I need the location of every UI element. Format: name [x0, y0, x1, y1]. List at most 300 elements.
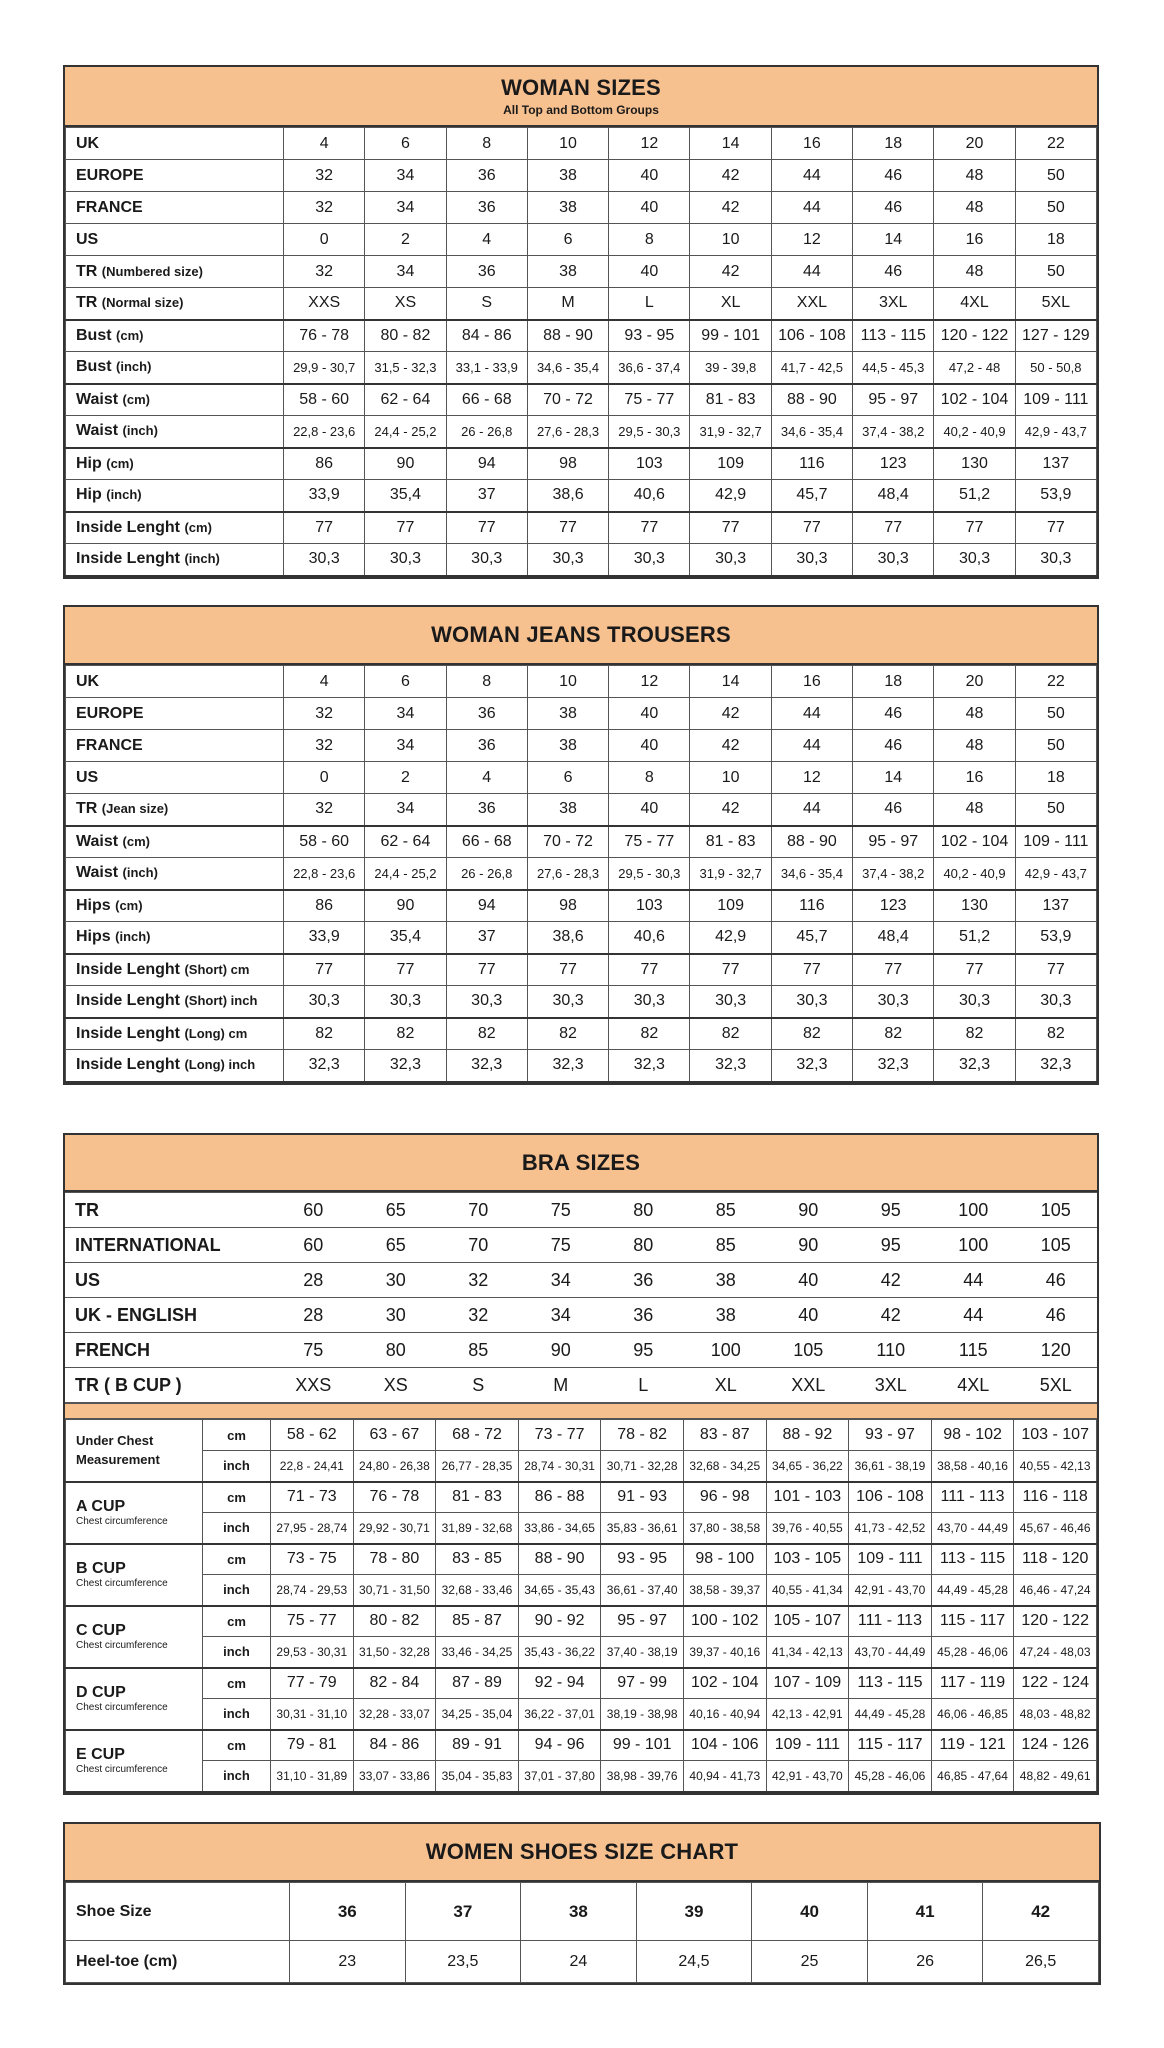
cup-label — [66, 1420, 203, 1482]
size-cell: 22 — [1015, 128, 1096, 160]
size-cell: 8 — [446, 128, 527, 160]
size-cell: 32,3 — [1015, 1050, 1096, 1082]
table-row — [66, 1018, 1097, 1050]
row-label-text: Waist — [76, 390, 119, 408]
size-cell: 102 - 104 — [934, 826, 1015, 858]
row-label-text: Hips — [76, 896, 111, 914]
inch-cell: 38,98 - 39,76 — [601, 1761, 684, 1792]
size-cell: 36 — [446, 698, 527, 730]
size-cell: 10 — [690, 224, 771, 256]
row-label-text: TR — [76, 262, 98, 280]
size-cell: 32,3 — [365, 1050, 446, 1082]
cm-cell: 68 - 72 — [436, 1420, 519, 1451]
shoes-title: WOMEN SHOES SIZE CHART — [425, 1839, 739, 1864]
size-cell: 29,5 - 30,3 — [609, 858, 690, 890]
size-cell: 50 — [1015, 256, 1096, 288]
shoe-cell: 37 — [405, 1883, 521, 1941]
size-cell: 62 - 64 — [365, 384, 446, 416]
unit-label: inch — [203, 1513, 271, 1544]
unit-label: cm — [203, 1668, 271, 1699]
size-cell: 137 — [1015, 448, 1096, 480]
size-cell: 30,3 — [690, 544, 771, 576]
row-label-text: Inside Lenght — [76, 992, 180, 1010]
size-cell: 130 — [934, 890, 1015, 922]
size-cell: 30,3 — [284, 544, 365, 576]
size-cell: 32 — [284, 698, 365, 730]
table-row — [66, 1730, 1097, 1761]
cup-name: A CUP — [76, 1497, 126, 1515]
size-cell: 103 — [609, 448, 690, 480]
size-cell: 40,2 - 40,9 — [934, 416, 1015, 448]
unit-label: cm — [203, 1544, 271, 1575]
table-row — [66, 698, 1097, 730]
table-row — [66, 666, 1097, 698]
table-row — [66, 1482, 1097, 1513]
size-cell: 42,9 - 43,7 — [1015, 858, 1096, 890]
size-cell: 34,6 - 35,4 — [527, 352, 608, 384]
inch-cell: 30,71 - 32,28 — [601, 1451, 684, 1482]
size-cell: 32,3 — [934, 1050, 1015, 1082]
size-cell: 30,3 — [609, 544, 690, 576]
size-cell: 10 — [527, 128, 608, 160]
size-cell: S — [437, 1368, 520, 1403]
size-cell: 0 — [284, 224, 365, 256]
size-cell: 38 — [527, 794, 608, 826]
size-cell: 100 — [932, 1193, 1015, 1228]
size-cell: 50 — [1015, 794, 1096, 826]
table-row — [66, 320, 1097, 352]
size-cell: 4 — [446, 224, 527, 256]
row-label — [66, 544, 284, 576]
inch-cell: 34,65 - 36,22 — [766, 1451, 849, 1482]
size-cell: 95 - 97 — [853, 384, 934, 416]
size-cell: 16 — [934, 762, 1015, 794]
size-cell: 42 — [690, 698, 771, 730]
size-cell: 48 — [934, 192, 1015, 224]
size-cell: 82 — [1015, 1018, 1096, 1050]
size-cell: 12 — [609, 128, 690, 160]
inch-cell: 36,61 - 37,40 — [601, 1575, 684, 1606]
size-cell: 82 — [609, 1018, 690, 1050]
size-cell: 8 — [609, 224, 690, 256]
row-label-text: Hip — [76, 454, 102, 472]
size-cell: 77 — [690, 512, 771, 544]
size-cell: 65 — [355, 1228, 438, 1263]
size-cell: 30,3 — [853, 986, 934, 1018]
inch-cell: 40,94 - 41,73 — [683, 1761, 766, 1792]
row-label-unit: (Long) cm — [184, 1025, 248, 1041]
size-cell: 6 — [365, 128, 446, 160]
table-row — [65, 1368, 1097, 1403]
table-row — [66, 352, 1097, 384]
size-cell: 37,4 - 38,2 — [853, 416, 934, 448]
row-label — [66, 922, 284, 954]
size-cell: 75 — [520, 1228, 603, 1263]
size-cell: 123 — [853, 890, 934, 922]
size-cell: 109 — [690, 890, 771, 922]
size-cell: 45,7 — [771, 480, 852, 512]
row-label-unit: (cm) — [184, 519, 212, 535]
row-label — [66, 256, 284, 288]
size-cell: 14 — [853, 224, 934, 256]
row-label-unit: (Short) cm — [184, 961, 250, 977]
size-cell: 77 — [284, 512, 365, 544]
size-cell: 109 — [690, 448, 771, 480]
inch-cell: 38,19 - 38,98 — [601, 1699, 684, 1730]
inch-cell: 30,71 - 31,50 — [353, 1575, 436, 1606]
cm-cell: 116 - 118 — [1014, 1482, 1097, 1513]
table-row — [66, 1575, 1097, 1606]
size-cell: 93 - 95 — [609, 320, 690, 352]
cm-cell: 100 - 102 — [683, 1606, 766, 1637]
inch-cell: 38,58 - 39,37 — [683, 1575, 766, 1606]
size-cell: 48 — [934, 794, 1015, 826]
size-cell: 115 — [932, 1333, 1015, 1368]
row-label — [66, 192, 284, 224]
cm-cell: 73 - 75 — [271, 1544, 354, 1575]
row-label — [66, 128, 284, 160]
row-label-unit: (cm) — [122, 391, 150, 407]
size-cell: 30,3 — [365, 544, 446, 576]
row-label-text: Waist — [76, 422, 119, 440]
cm-cell: 80 - 82 — [353, 1606, 436, 1637]
size-cell: 77 — [446, 512, 527, 544]
size-cell: 34 — [365, 794, 446, 826]
size-cell: 105 — [1015, 1228, 1098, 1263]
inch-cell: 42,91 - 43,70 — [849, 1575, 932, 1606]
size-cell: 32 — [437, 1263, 520, 1298]
size-cell: 30,3 — [1015, 986, 1096, 1018]
inch-cell: 45,28 - 46,06 — [931, 1637, 1014, 1668]
table-row — [66, 1637, 1097, 1668]
size-cell: XXL — [767, 1368, 850, 1403]
cm-cell: 111 - 113 — [931, 1482, 1014, 1513]
shoe-cell: 42 — [983, 1883, 1099, 1941]
size-cell: 34 — [365, 160, 446, 192]
inch-cell: 37,01 - 37,80 — [518, 1761, 601, 1792]
size-cell: 5XL — [1015, 288, 1096, 320]
shoe-cell: 36 — [290, 1883, 406, 1941]
unit-label: inch — [203, 1761, 271, 1792]
size-cell: 80 — [355, 1333, 438, 1368]
size-cell: 0 — [284, 762, 365, 794]
shoe-cell: 41 — [867, 1883, 983, 1941]
size-cell: 2 — [365, 762, 446, 794]
size-cell: 48 — [934, 160, 1015, 192]
row-label-unit: (inch) — [115, 929, 151, 945]
cm-cell: 63 - 67 — [353, 1420, 436, 1451]
size-cell: 46 — [853, 794, 934, 826]
size-cell: 26 - 26,8 — [446, 416, 527, 448]
size-cell: 30,3 — [284, 986, 365, 1018]
size-cell: 44,5 - 45,3 — [853, 352, 934, 384]
size-cell: 34,6 - 35,4 — [771, 416, 852, 448]
inch-cell: 32,28 - 33,07 — [353, 1699, 436, 1730]
woman-sizes-table — [63, 65, 1099, 579]
size-cell: 35,4 — [365, 480, 446, 512]
woman-jeans-grid — [65, 665, 1097, 1083]
size-cell: 36 — [446, 730, 527, 762]
cm-cell: 83 - 85 — [436, 1544, 519, 1575]
inch-cell: 48,82 - 49,61 — [1014, 1761, 1097, 1792]
table-row — [66, 128, 1097, 160]
inch-cell: 24,80 - 26,38 — [353, 1451, 436, 1482]
inch-cell: 45,67 - 46,46 — [1014, 1513, 1097, 1544]
inch-cell: 40,16 - 40,94 — [683, 1699, 766, 1730]
size-cell: 28 — [272, 1263, 355, 1298]
size-cell: XL — [685, 1368, 768, 1403]
size-cell: 70 — [437, 1193, 520, 1228]
size-cell: 76 - 78 — [284, 320, 365, 352]
size-cell: 12 — [771, 224, 852, 256]
size-cell: 30,3 — [446, 544, 527, 576]
size-cell: 85 — [685, 1193, 768, 1228]
size-cell: XS — [355, 1368, 438, 1403]
cm-cell: 84 - 86 — [353, 1730, 436, 1761]
size-cell: S — [446, 288, 527, 320]
row-label-unit: (cm) — [115, 897, 143, 913]
inch-cell: 43,70 - 44,49 — [849, 1637, 932, 1668]
size-cell: 4 — [284, 666, 365, 698]
cm-cell: 87 - 89 — [436, 1668, 519, 1699]
table-row — [66, 922, 1097, 954]
row-label-unit: (Long) inch — [184, 1057, 256, 1073]
size-cell: 30,3 — [365, 986, 446, 1018]
cm-cell: 79 - 81 — [271, 1730, 354, 1761]
inch-cell: 33,46 - 34,25 — [436, 1637, 519, 1668]
size-cell: L — [602, 1368, 685, 1403]
size-cell: 38 — [527, 192, 608, 224]
cup-name: Under Chest Measurement — [76, 1433, 160, 1468]
size-cell: 90 — [365, 448, 446, 480]
woman-jeans-header — [65, 607, 1097, 665]
size-cell: 105 — [767, 1333, 850, 1368]
size-cell: 42 — [690, 730, 771, 762]
row-label: TR ( B CUP ) — [65, 1368, 272, 1403]
unit-label: inch — [203, 1699, 271, 1730]
cup-subtitle: Chest circumference — [76, 1578, 168, 1590]
cup-label — [66, 1668, 203, 1730]
size-cell: 30,3 — [771, 986, 852, 1018]
cup-label — [66, 1544, 203, 1606]
shoe-cell: 26 — [867, 1941, 983, 1983]
size-cell: 95 — [850, 1228, 933, 1263]
size-cell: 18 — [853, 666, 934, 698]
row-label-text: Inside Lenght — [76, 1024, 180, 1042]
cm-cell: 71 - 73 — [271, 1482, 354, 1513]
size-cell: 33,9 — [284, 922, 365, 954]
inch-cell: 44,49 - 45,28 — [931, 1575, 1014, 1606]
size-cell: 44 — [932, 1298, 1015, 1333]
size-cell: 88 - 90 — [771, 384, 852, 416]
size-cell: 4XL — [932, 1368, 1015, 1403]
table-row — [66, 160, 1097, 192]
inch-cell: 40,55 - 42,13 — [1014, 1451, 1097, 1482]
size-cell: 40 — [767, 1298, 850, 1333]
size-cell: 34 — [365, 256, 446, 288]
size-cell: 42 — [690, 160, 771, 192]
table-row — [66, 512, 1097, 544]
row-label-text: Hips — [76, 928, 111, 946]
size-cell: 130 — [934, 448, 1015, 480]
unit-label: cm — [203, 1606, 271, 1637]
size-cell: 77 — [934, 512, 1015, 544]
row-label-text: Bust — [76, 358, 112, 376]
size-cell: 105 — [1015, 1193, 1098, 1228]
table-row — [66, 1050, 1097, 1082]
row-label-text: Bust — [76, 326, 112, 344]
size-cell: 22,8 - 23,6 — [284, 858, 365, 890]
size-cell: 77 — [365, 512, 446, 544]
size-cell: 16 — [771, 666, 852, 698]
table-row — [65, 1263, 1097, 1298]
shoe-cell: 40 — [752, 1883, 868, 1941]
size-cell: 113 - 115 — [853, 320, 934, 352]
size-cell: XL — [690, 288, 771, 320]
inch-cell: 34,65 - 35,43 — [518, 1575, 601, 1606]
row-label — [66, 1050, 284, 1082]
row-label-text: Hip — [76, 486, 102, 504]
shoe-cell: 38 — [521, 1883, 637, 1941]
size-cell: 40,6 — [609, 922, 690, 954]
row-label — [66, 288, 284, 320]
cm-cell: 109 - 111 — [766, 1730, 849, 1761]
table-row — [66, 192, 1097, 224]
table-row — [66, 384, 1097, 416]
size-cell: 88 - 90 — [527, 320, 608, 352]
cm-cell: 117 - 119 — [931, 1668, 1014, 1699]
size-cell: 36 — [446, 192, 527, 224]
size-cell: 30,3 — [934, 986, 1015, 1018]
size-cell: 32,3 — [771, 1050, 852, 1082]
row-label — [66, 762, 284, 794]
size-cell: 45,7 — [771, 922, 852, 954]
cm-cell: 113 - 115 — [849, 1668, 932, 1699]
inch-cell: 41,34 - 42,13 — [766, 1637, 849, 1668]
row-label-text: US — [76, 768, 99, 786]
cm-cell: 103 - 107 — [1014, 1420, 1097, 1451]
size-cell: 34 — [520, 1263, 603, 1298]
size-cell: 75 — [520, 1193, 603, 1228]
row-label-text: Inside Lenght — [76, 1056, 180, 1074]
size-cell: 30,3 — [1015, 544, 1096, 576]
size-cell: 77 — [1015, 954, 1096, 986]
size-cell: 70 - 72 — [527, 826, 608, 858]
size-cell: 28 — [272, 1298, 355, 1333]
cm-cell: 92 - 94 — [518, 1668, 601, 1699]
size-cell: 120 — [1015, 1333, 1098, 1368]
size-cell: 27,6 - 28,3 — [527, 858, 608, 890]
bra-sizes-header — [65, 1135, 1097, 1192]
cup-name: B CUP — [76, 1559, 126, 1577]
inch-cell: 37,80 - 38,58 — [683, 1513, 766, 1544]
shoe-cell: 24,5 — [636, 1941, 752, 1983]
size-cell: 51,2 — [934, 480, 1015, 512]
size-cell: 38 — [527, 256, 608, 288]
size-cell: 38,6 — [527, 922, 608, 954]
size-cell: 85 — [437, 1333, 520, 1368]
size-cell: 90 — [767, 1193, 850, 1228]
inch-cell: 29,53 - 30,31 — [271, 1637, 354, 1668]
size-cell: M — [520, 1368, 603, 1403]
row-label-unit: (inch) — [184, 551, 220, 567]
table-row — [65, 1298, 1097, 1333]
cm-cell: 73 - 77 — [518, 1420, 601, 1451]
inch-cell: 40,55 - 41,34 — [766, 1575, 849, 1606]
inch-cell: 44,49 - 45,28 — [849, 1699, 932, 1730]
row-label-unit: (cm) — [106, 455, 134, 471]
shoes-table — [63, 1822, 1101, 1985]
size-cell: 77 — [446, 954, 527, 986]
woman-sizes-header — [65, 67, 1097, 127]
size-cell: 40 — [609, 794, 690, 826]
size-cell: 82 — [934, 1018, 1015, 1050]
inch-cell: 34,25 - 35,04 — [436, 1699, 519, 1730]
inch-cell: 35,43 - 36,22 — [518, 1637, 601, 1668]
row-label: UK - ENGLISH — [65, 1298, 272, 1333]
size-cell: 123 — [853, 448, 934, 480]
size-cell: 41,7 - 42,5 — [771, 352, 852, 384]
size-cell: 4 — [446, 762, 527, 794]
unit-label: cm — [203, 1420, 271, 1451]
size-cell: 42 — [690, 192, 771, 224]
inch-cell: 35,83 - 36,61 — [601, 1513, 684, 1544]
size-cell: 86 — [284, 448, 365, 480]
size-cell: 20 — [934, 666, 1015, 698]
size-cell: 30,3 — [527, 544, 608, 576]
size-cell: 60 — [272, 1193, 355, 1228]
inch-cell: 39,76 - 40,55 — [766, 1513, 849, 1544]
row-label — [66, 954, 284, 986]
size-cell: 120 - 122 — [934, 320, 1015, 352]
size-cell: 33,1 - 33,9 — [446, 352, 527, 384]
inch-cell: 38,58 - 40,16 — [931, 1451, 1014, 1482]
size-cell: 47,2 - 48 — [934, 352, 1015, 384]
size-cell: 31,9 - 32,7 — [690, 858, 771, 890]
row-label-unit: (inch) — [122, 423, 158, 439]
size-cell: 12 — [771, 762, 852, 794]
table-row — [66, 1544, 1097, 1575]
size-cell: 32 — [284, 192, 365, 224]
size-cell: 82 — [446, 1018, 527, 1050]
size-cell: 26 - 26,8 — [446, 858, 527, 890]
cup-name: D CUP — [76, 1683, 126, 1701]
size-cell: 32 — [284, 794, 365, 826]
inch-cell: 42,13 - 42,91 — [766, 1699, 849, 1730]
row-label-text: Inside Lenght — [76, 960, 180, 978]
size-cell: 46 — [1015, 1263, 1098, 1298]
size-cell: L — [609, 288, 690, 320]
size-cell: 88 - 90 — [771, 826, 852, 858]
size-cell: 65 — [355, 1193, 438, 1228]
cm-cell: 91 - 93 — [601, 1482, 684, 1513]
size-cell: 90 — [767, 1228, 850, 1263]
size-cell: 58 - 60 — [284, 826, 365, 858]
size-cell: 4 — [284, 128, 365, 160]
bra-sizes-table — [63, 1133, 1099, 1795]
row-label — [66, 480, 284, 512]
size-cell: 14 — [690, 128, 771, 160]
inch-cell: 35,04 - 35,83 — [436, 1761, 519, 1792]
size-cell: 14 — [690, 666, 771, 698]
size-cell: 32 — [284, 730, 365, 762]
size-cell: 51,2 — [934, 922, 1015, 954]
table-row — [66, 1420, 1097, 1451]
cm-cell: 104 - 106 — [683, 1730, 766, 1761]
size-cell: 31,9 - 32,7 — [690, 416, 771, 448]
inch-cell: 39,37 - 40,16 — [683, 1637, 766, 1668]
size-cell: 40 — [609, 256, 690, 288]
